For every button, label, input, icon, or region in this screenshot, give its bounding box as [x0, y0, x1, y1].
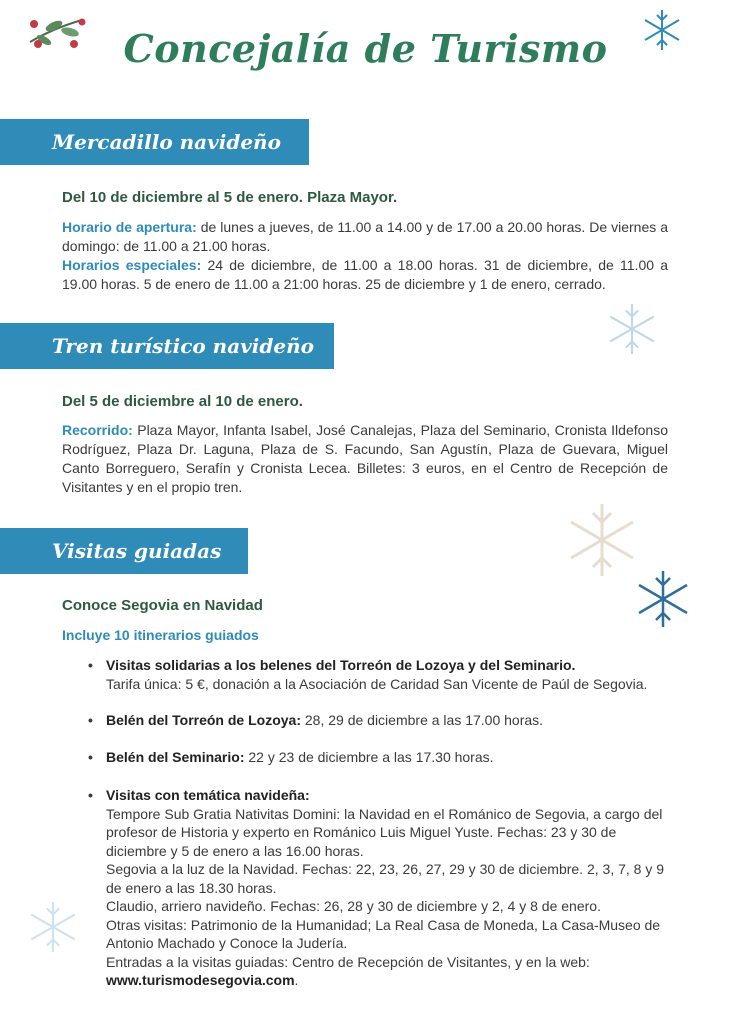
special-label: Horarios especiales: [62, 257, 202, 273]
bullet-title: Visitas con temática navideña: [106, 787, 310, 803]
program-title: Conoce Segovia en Navidad [62, 597, 263, 614]
special-text: 24 de diciembre, de 11.00 a 18.00 horas. 31 de diciembre, de 11.00 a 19.00 horas. 5 de enero de 11.00 a 21:00 horas. 25 de diciembre y 1 de enero, cerrado. [62, 257, 668, 292]
includes-label: Incluye 10 itinerarios guiados [62, 627, 259, 643]
page-title: Concejalía de Turismo [123, 26, 608, 71]
section-banner-mercadillo: Mercadillo navideño [0, 119, 309, 165]
bullet-text: 22 y 23 de diciembre a las 17.30 horas. [244, 749, 494, 765]
bullet-dot: • [88, 749, 93, 765]
list-item [88, 786, 670, 990]
section-banner-tren: Tren turístico navideño [0, 323, 334, 369]
bullet-title: Belén del Torreón de Lozoya: [106, 712, 301, 728]
bullet-line: Claudio, arriero navideño. Fechas: 26, 28 y 30 de diciembre y 2, 4 y 8 de enero. [106, 898, 601, 914]
bullet-text: Tarifa única: 5 €, donación a la Asociación de Caridad San Vicente de Paúl de Segovia. [106, 675, 648, 692]
bullet-dot: • [88, 657, 93, 673]
opening-text: de lunes a jueves, de 11.00 a 14.00 y de 17.00 a 20.00 horas. De viernes a domingo: de 11.00 a 21.00 horas. [62, 219, 668, 254]
route-text: Plaza Mayor, Infanta Isabel, José Canalejas, Plaza del Seminario, Cronista Ildefonso Rodríguez, Plaza Dr. Laguna, Plaza de S. Facundo, San Agustín, Plaza de Guevara, Miguel Canto Borreguero, Serafín y Cronista Lecea. Billetes: 3 euros, en el Centro de Recepción de Visitantes y en el propio tren. [62, 422, 668, 495]
snowflake-icon [26, 900, 80, 954]
mercadillo-dates: Del 10 de diciembre al 5 de enero. Plaza Mayor. [62, 189, 398, 206]
snowflake-icon [632, 568, 694, 630]
snowflake-icon [562, 500, 642, 580]
list-item [88, 656, 670, 693]
mercadillo-details [62, 218, 668, 294]
section-banner-visitas: Visitas guiadas [0, 528, 248, 574]
special-hours [62, 256, 668, 294]
opening-label: Horario de apertura: [62, 219, 197, 235]
list-item [88, 748, 670, 767]
web-link-line [106, 971, 670, 990]
bullet-line: Entradas a la visitas guiadas: Centro de Recepción de Visitantes, y en la web: [106, 953, 590, 970]
bullet-dot: • [88, 787, 93, 803]
web-suffix: . [294, 972, 299, 988]
bullet-title: Visitas solidarias a los belenes del Torreón de Lozoya y del Seminario. [106, 657, 576, 673]
bullet-title: Belén del Seminario: [106, 749, 245, 765]
bullet-line: Tempore Sub Gratia Nativitas Domini: la Navidad en el Románico de Segovia, a cargo del profesor de Historia y experto en Románico Luis Miguel Yuste. Fechas: 23 y 30 de diciembre y 5 de enero a las 16.00 horas. [106, 805, 663, 859]
snowflake-icon [605, 302, 659, 356]
bullet-text: 28, 29 de diciembre a las 17.00 horas. [301, 712, 544, 728]
bullet-line: Otras visitas: Patrimonio de la Humanidad; La Real Casa de Moneda, La Casa-Museo de Antonio Machado y Conoce la Judería. [106, 916, 661, 951]
tren-dates: Del 5 de diciembre al 10 de enero. [62, 393, 303, 410]
tren-details [62, 421, 668, 497]
bullet-dot: • [88, 712, 93, 728]
bullet-line: Segovia a la luz de la Navidad. Fechas: 22, 23, 26, 27, 29 y 30 de diciembre. 2, 3, 7, 8 y 9 de enero a las 18.30 horas. [106, 861, 665, 896]
list-item [88, 711, 670, 730]
web-link[interactable]: www.turismodesegovia.com [106, 972, 295, 988]
route-label: Recorrido: [62, 422, 133, 438]
